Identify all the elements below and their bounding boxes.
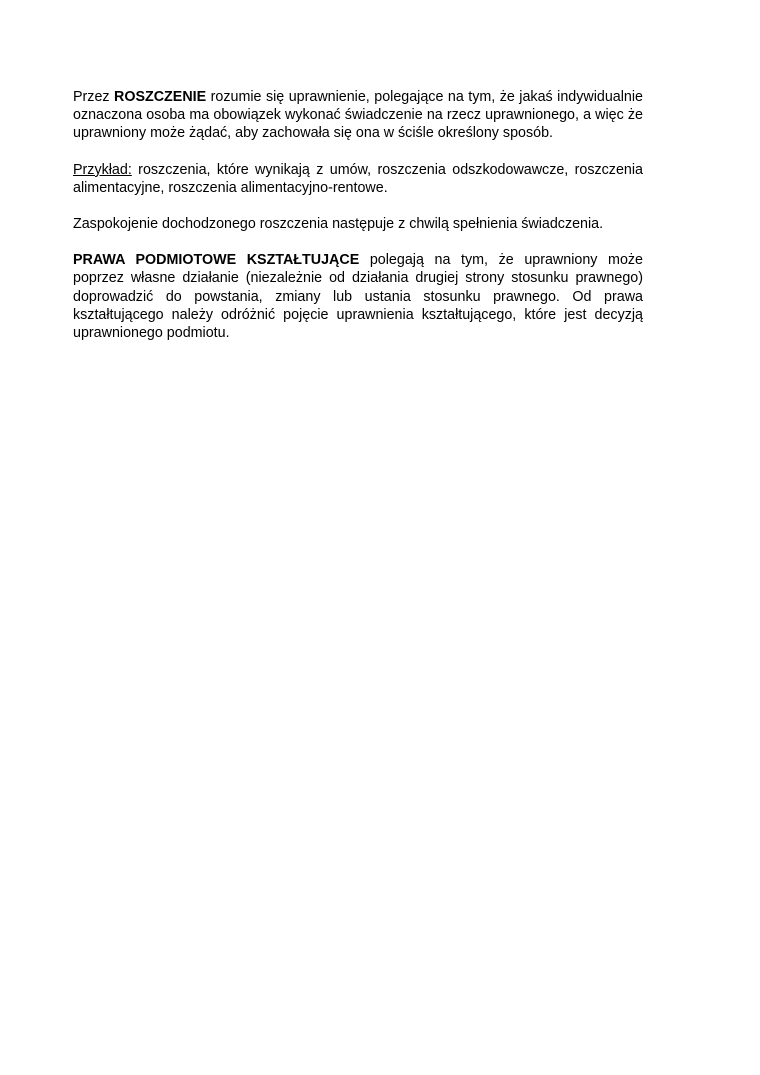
term-prawa-podmiotowe-ksztaltujace: PRAWA PODMIOTOWE KSZTAŁTUJĄCE <box>73 252 360 269</box>
document-body <box>73 88 643 360</box>
paragraph-shaping-rights <box>73 251 643 342</box>
paragraph-roszczenie-definition <box>73 88 643 143</box>
paragraph-lead-text: Przez <box>73 89 115 105</box>
satisfaction-text: Zaspokojenie dochodzonego roszczenia następuje z chwilą spełnienia świadczenia. <box>73 216 604 233</box>
paragraph-satisfaction <box>73 215 643 233</box>
example-label: Przykład: <box>73 161 132 178</box>
paragraph-body-text: rozumie się uprawnienie, polegające na tym, że jakaś indywidualnie oznaczona osoba ma obowiązek wykonać świadczenie na rzecz uprawnionego, a więc że uprawniony może żądać, aby zachowała się ona w ściśle określony sposób. <box>73 89 643 142</box>
paragraph-example <box>73 161 643 197</box>
shaping-rights-text: polegają na tym, że uprawniony może poprzez własne działanie (niezależnie od działania drugiej strony stosunku prawnego) doprowadzić do powstania, zmiany lub ustania stosunku prawnego. Od prawa kształtującego należy odróżnić pojęcie uprawnienia kształtującego, które jest decyzją uprawnionego podmiotu. <box>73 252 643 342</box>
example-text: roszczenia, które wynikają z umów, roszczenia odszkodowawcze, roszczenia alimentacyjne, roszczenia alimentacyjno-rentowe. <box>73 161 643 196</box>
term-roszczenie: ROSZCZENIE <box>114 89 207 105</box>
